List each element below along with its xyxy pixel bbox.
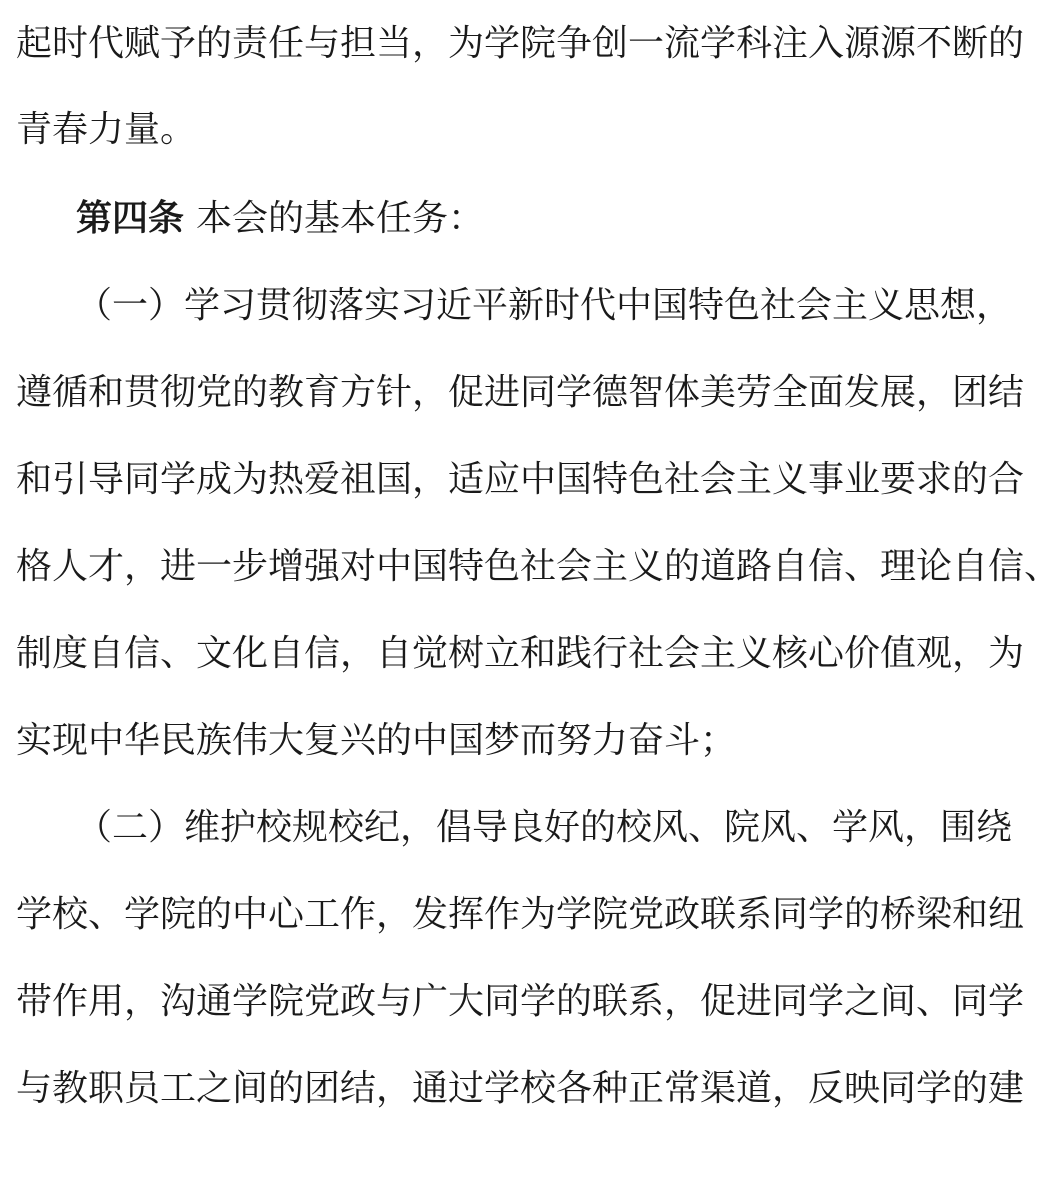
clause-2-line-1: （二）维护校规校纪，倡导良好的校风、院风、学风，围绕 — [76, 807, 1013, 848]
clause-2-line-4: 与教职员工之间的团结，通过学校各种正常渠道，反映同学的建 — [16, 1068, 1025, 1109]
clause-1-line-5: 制度自信、文化自信，自觉树立和践行社会主义核心价值观，为 — [16, 633, 1025, 674]
clause-2-line-3: 带作用，沟通学院党政与广大同学的联系，促进同学之间、同学 — [16, 981, 1025, 1022]
clause-2-line-2: 学校、学院的中心工作，发挥作为学院党政联系同学的桥梁和纽 — [16, 894, 1025, 935]
clause-1-line-4: 格人才，进一步增强对中国特色社会主义的道路自信、理论自信、 — [16, 546, 1060, 587]
clause-1-line-2: 遵循和贯彻党的教育方针，促进同学德智体美劳全面发展，团结 — [16, 372, 1025, 413]
article-number: 第四条 — [76, 197, 185, 239]
clause-1-line-1: （一）学习贯彻落实习近平新时代中国特色社会主义思想， — [76, 285, 1013, 326]
text-line-1: 起时代赋予的责任与担当，为学院争创一流学科注入源源不断的 — [16, 23, 1025, 64]
clause-1-line-6: 实现中华民族伟大复兴的中国梦而努力奋斗； — [16, 720, 737, 761]
text-line-2: 青春力量。 — [16, 109, 197, 150]
article-line — [76, 194, 896, 242]
clause-1-line-3: 和引导同学成为热爱祖国，适应中国特色社会主义事业要求的合 — [16, 459, 1025, 500]
article-title: 本会的基本任务： — [196, 198, 485, 239]
